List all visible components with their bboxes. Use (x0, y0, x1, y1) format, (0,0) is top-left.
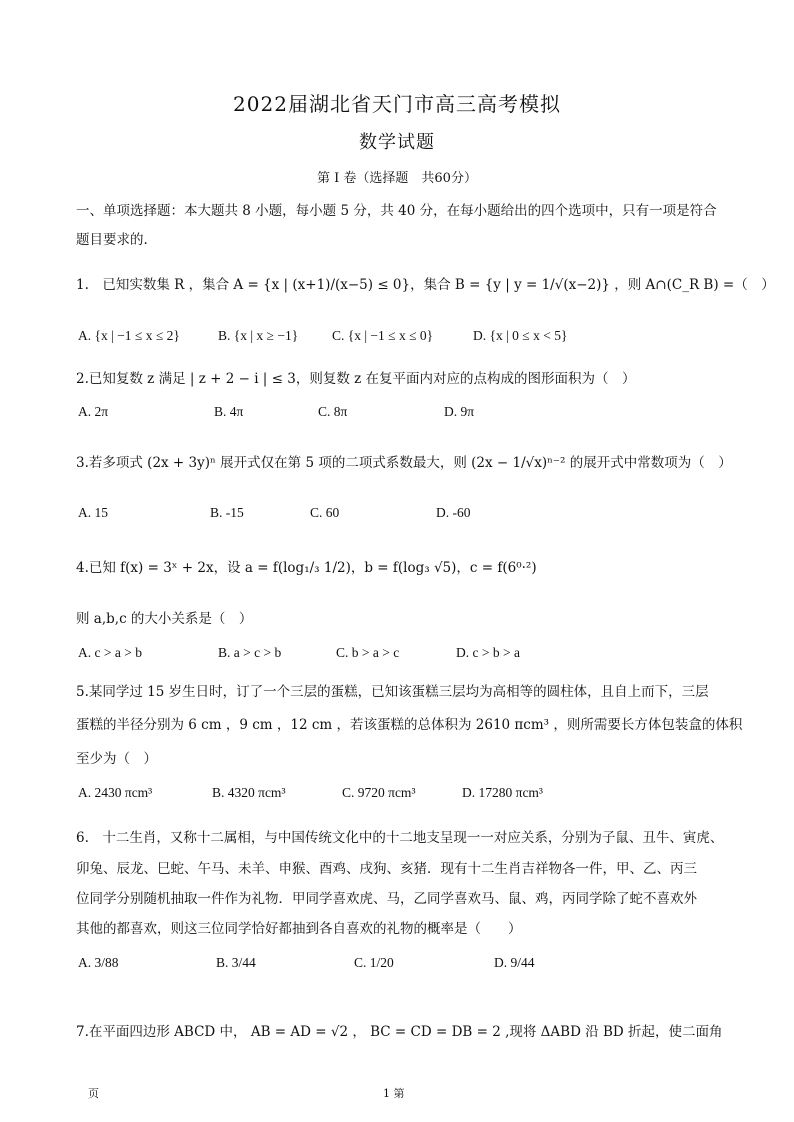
question-4-option-d: D. c > b > a (456, 645, 520, 660)
question-1-stem: 1. 已知实数集 R ，集合 A = {x | (x+1)/(x−5) ≤ 0}，集合 B = {y | y = 1/√(x−2)} ，则 A∩(C_R B) =（ ） (76, 277, 775, 293)
question-6-stem-4: 其他的都喜欢，则这三位同学恰好都抽到各自喜欢的礼物的概率是（ ） (76, 921, 522, 937)
question-3-option-a: A. 15 (78, 505, 108, 520)
question-3-stem: 3.若多项式 (2x + 3y)ⁿ 展开式仅在第 5 项的二项式系数最大，则 (2x − 1/√x)ⁿ⁻² 的展开式中常数项为（ ） (76, 455, 732, 471)
question-6-stem: 6. 十二生肖，又称十二属相，与中国传统文化中的十二地支呈现一一对应关系，分别为子鼠、丑牛、寅虎、 (76, 830, 724, 846)
question-6-option-b: B. 3/44 (216, 955, 256, 970)
question-3-option-b: B. -15 (210, 505, 244, 520)
question-2-stem: 2.已知复数 z 满足 | z + 2 − i | ≤ 3，则复数 z 在复平面内对应的点构成的图形面积为（ ） (76, 371, 636, 387)
question-4-stem: 4.已知 f(x) = 3ˣ + 2x，设 a = f(log₁/₃ 1/2)，b = f(log₃ √5)，c = f(6⁰·²) (76, 560, 537, 576)
question-6-stem-2: 卯兔、辰龙、巳蛇、午马、未羊、申猴、酉鸡、戌狗、亥猪．现有十二生肖吉祥物各一件，甲、乙、丙三 (76, 861, 697, 877)
question-2-option-b: B. 4π (214, 404, 244, 419)
question-4-option-a: A. c > a > b (78, 645, 142, 660)
question-6-option-a: A. 3/88 (78, 955, 119, 970)
question-1-option-a: A. {x | −1 ≤ x ≤ 2} (78, 328, 180, 343)
section-heading: 第 I 卷（选择题 共60分） (317, 171, 477, 186)
footer-left: 页 (88, 1087, 99, 1100)
question-5-option-c: C. 9720 πcm³ (342, 785, 416, 800)
question-1-option-c: C. {x | −1 ≤ x ≤ 0} (332, 328, 434, 343)
question-5-stem: 5.某同学过 15 岁生日时，订了一个三层的蛋糕，已知该蛋糕三层均为高相等的圆柱体，且自上而下，三层 (76, 684, 709, 700)
question-5-option-a: A. 2430 πcm³ (78, 785, 153, 800)
question-1-option-d: D. {x | 0 ≤ x < 5} (473, 328, 568, 343)
instructions-line-2: 题目要求的. (76, 232, 148, 248)
question-6-stem-3: 位同学分别随机抽取一件作为礼物．甲同学喜欢虎、马，乙同学喜欢马、鼠、鸡，丙同学除了蛇不喜欢外 (76, 891, 697, 907)
question-3-option-c: C. 60 (310, 505, 340, 520)
question-5-option-d: D. 17280 πcm³ (462, 785, 543, 800)
question-4-stem-2: 则 a,b,c 的大小关系是（ ） (76, 611, 253, 627)
question-3-option-d: D. -60 (436, 505, 471, 520)
question-7-stem: 7.在平面四边形 ABCD 中， AB = AD = √2 ， BC = CD = DB = 2 ,现将 ΔABD 沿 BD 折起，使二面角 (76, 1024, 723, 1040)
question-5-stem-3: 至少为（ ） (76, 751, 157, 767)
question-4-option-b: B. a > c > b (218, 645, 282, 660)
question-5-stem-2: 蛋糕的半径分别为 6 cm ，9 cm ，12 cm ，若该蛋糕的总体积为 2610 πcm³ ，则所需要长方体包装盒的体积 (76, 717, 743, 733)
question-5-option-b: B. 4320 πcm³ (212, 785, 286, 800)
instructions-line-1: 一、单项选择题：本大题共 8 小题，每小题 5 分，共 40 分，在每小题给出的四个选项中，只有一项是符合 (76, 203, 717, 219)
question-1-option-b: B. {x | x ≥ −1} (218, 328, 299, 343)
exam-subtitle: 数学试题 (359, 132, 435, 153)
question-6-option-c: C. 1/20 (354, 955, 394, 970)
question-2-option-d: D. 9π (444, 404, 475, 419)
exam-title: 2022届湖北省天门市高三高考模拟 (233, 92, 561, 116)
question-6-option-d: D. 9/44 (494, 955, 535, 970)
question-2-option-a: A. 2π (78, 404, 109, 419)
page-number: 1 第 (383, 1087, 405, 1100)
question-2-option-c: C. 8π (318, 404, 348, 419)
question-4-option-c: C. b > a > c (336, 645, 400, 660)
